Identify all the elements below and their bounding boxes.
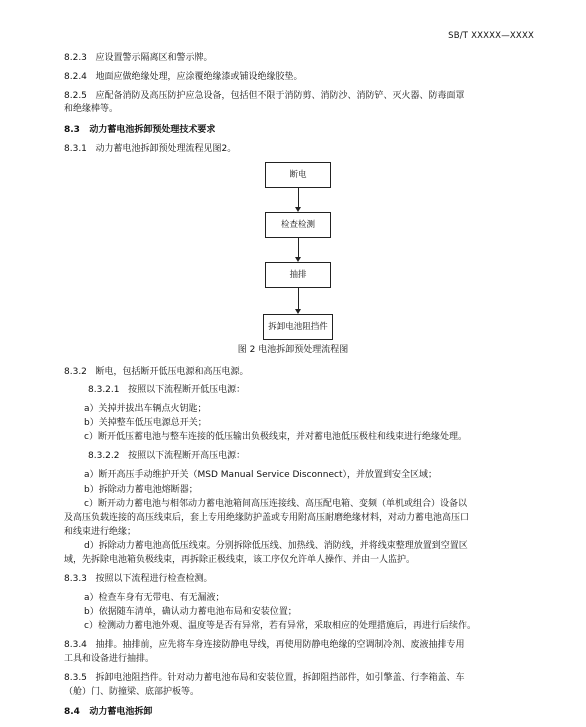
list-item: d）拆除动力蓄电池高低压线束。分别拆除低压线、加热线、消防线，并将线束整理放置到空置区 [84,541,468,551]
clause-text: 按照以下流程断开高压电源： [128,451,246,461]
clause-8-3-2 [64,366,534,379]
list-item: b）拆除动力蓄电池熔断器； [84,485,198,495]
flow-arrow [298,238,299,258]
section-8-3-heading [64,124,534,137]
list-item: a）断开高压手动维护开关（MSD Manual Service Disconnect），并放置到安全区域； [84,470,437,480]
clause-text: 断电，包括断开低压电源和高压电源。 [95,367,249,377]
clause-text: 应设置警示隔离区和警示牌。 [95,53,213,63]
flow-step-inspection: 检查检测 [265,212,331,238]
clause-number: 8.3.2.2 [88,451,120,461]
clause-number: 8.3.1 [64,144,87,154]
section-number: 8.4 [64,707,80,717]
clause-number: 8.3.2 [64,367,87,377]
clause-8-2-4 [64,71,534,84]
clause-text: 按照以下流程断开低压电源： [128,385,246,395]
clause-8-3-4 [64,639,534,652]
clause-8-2-5-continued: 和绝缘棒等。 [64,104,119,114]
section-title: 动力蓄电池拆卸 [89,707,153,717]
section-8-4-heading [64,706,534,719]
clause-8-3-2-1 [88,384,558,397]
section-title: 动力蓄电池拆卸预处理技术要求 [89,125,216,135]
clause-text: 抽排。抽排前，应先将车身连接防静电导线，再使用防静电绝缘的空调制冷剂、废液抽排专用 [95,640,465,650]
list-item-continued: 域，先拆除电池箱负极线束，再拆除正极线束，该工序仅允许单人操作、并由一人监护。 [64,555,416,565]
flow-step-extraction: 抽排 [265,262,331,288]
clause-8-3-5-continued: （舱）门、防撞梁、底部护板等。 [64,687,200,697]
clause-number: 8.3.5 [64,673,87,683]
clause-text: 拆卸电池阻挡件。针对动力蓄电池布局和安装位置，拆卸阻挡部件，如引擎盖、行李箱盖、车 [95,673,465,683]
list-item: a）检查车身有无带电、有无漏液； [84,593,225,603]
clause-8-3-4-continued: 工具和设备进行抽排。 [64,654,155,664]
standard-code-header: SB/T XXXXX—XXXX [448,31,534,41]
clause-text: 应配备消防及高压防护应急设备，包括但不限于消防剪、消防沙、消防铲、灭火器、防毒面罩 [95,91,465,101]
clause-8-3-3 [64,573,534,586]
clause-number: 8.3.2.1 [88,385,120,395]
flow-step-power-off: 断电 [265,162,331,188]
list-item: c）断开低压蓄电池与整车连接的低压输出负极线束，并对蓄电池低压极柱和线束进行绝缘处理。 [84,432,467,442]
list-item-continued: 和线束进行绝缘； [64,527,137,537]
flow-arrow [298,188,299,208]
list-item: a）关掉并拔出车辆点火钥匙； [84,404,207,414]
clause-number: 8.2.3 [64,53,87,63]
list-item: c）断开动力蓄电池与相邻动力蓄电池箱间高压连接线、高压配电箱、变频（单机或组合）设备以 [84,499,467,509]
list-item: b）依据随车清单，确认动力蓄电池布局和安装位置； [84,607,297,617]
flow-step-remove-blocking-parts: 拆卸电池阻挡件 [263,314,333,340]
flow-arrow [298,288,299,310]
list-item-continued: 及高压负载连接的高压线束后，套上专用绝缘防护盖或专用附高压耐磨绝缘材料，对动力蓄电池高压口 [64,513,470,523]
clause-number: 8.3.3 [64,574,87,584]
clause-number: 8.2.4 [64,72,87,82]
clause-8-3-2-2 [88,450,558,463]
clause-8-2-3 [64,52,534,65]
clause-text: 动力蓄电池拆卸预处理流程见图2。 [95,144,237,154]
clause-text: 按照以下流程进行检查检测。 [95,574,213,584]
clause-text: 地面应做绝缘处理，应涂覆绝缘漆或铺设绝缘胶垫。 [95,72,303,82]
figure-caption: 图 2 电池拆卸预处理流程图 [237,345,349,355]
clause-8-3-1 [64,143,534,156]
section-number: 8.3 [64,125,80,135]
list-item: b）关掉整车低压电源总开关； [84,418,207,428]
list-item: c）检测动力蓄电池外观、温度等是否有异常，若有异常，采取相应的处理措施后，再进行后续作。 [84,621,476,631]
clause-number: 8.2.5 [64,91,87,101]
clause-8-3-5 [64,672,534,685]
clause-number: 8.3.4 [64,640,87,650]
clause-8-2-5 [64,90,534,103]
